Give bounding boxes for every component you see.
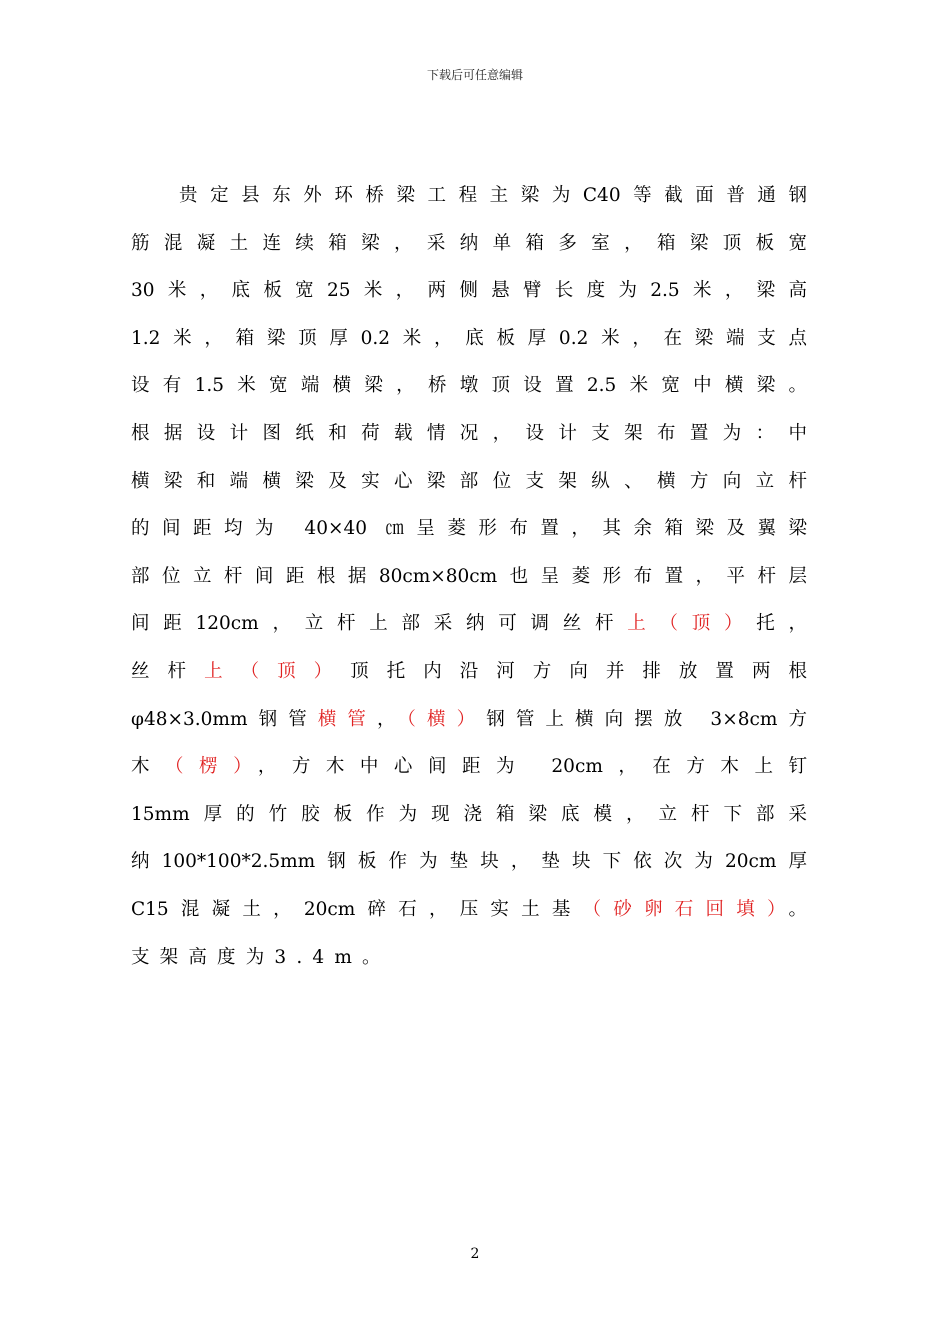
- text-segment: 15mm厚的竹胶板作为现浇箱梁底模，立杆下部采: [131, 803, 807, 825]
- text-segment: 纳100*100*2.5mm钢板作为垫块，垫块下依次为20cm厚: [131, 851, 807, 873]
- text-line: [131, 696, 807, 744]
- text-line: [131, 743, 807, 791]
- text-segment: 筋混凝土连续箱梁，采纳单箱多室，箱梁顶板宽: [131, 232, 807, 254]
- text-line: [131, 315, 807, 363]
- text-segment: 托，: [756, 613, 807, 635]
- text-segment: 1.2米，箱梁顶厚0.2米，底板厚0.2米，在梁端支点: [131, 327, 807, 349]
- text-line: [131, 362, 807, 410]
- text-segment: 设有1.5米宽端横梁，桥墩顶设置2.5米宽中横梁。: [131, 375, 807, 397]
- text-segment: 丝杆: [131, 660, 205, 682]
- text-line: [131, 505, 807, 553]
- page-header: 下载后可任意编辑: [426, 68, 523, 82]
- text-line: [131, 648, 807, 696]
- text-segment: 支架高度为3.4m。: [131, 946, 391, 968]
- text-segment: ，方木中心间距为 20cm，在方木上钉: [257, 756, 807, 778]
- text-segment: 根据设计图纸和荷载情况，设计支架布置为：中: [131, 422, 807, 444]
- text-segment: 30米，底板宽25米，两侧悬臂长度为2.5米，梁高: [131, 280, 807, 302]
- text-segment: 贵定县东外环桥梁工程主梁为C40等截面普通钢: [179, 185, 807, 206]
- text-segment: 部位立杆间距根据80cm×80cm也呈菱形布置，平杆层: [131, 565, 807, 587]
- text-segment: 。: [788, 898, 807, 920]
- text-line: [131, 410, 807, 458]
- text-line: [131, 458, 807, 506]
- text-line: [131, 267, 807, 315]
- text-line: [131, 553, 807, 601]
- text-line: [131, 886, 807, 934]
- text-line: [131, 934, 807, 982]
- text-segment: 横梁和端横梁及实心梁部位支架纵、横方向立杆: [131, 470, 807, 492]
- text-segment: C15混凝土，20cm碎石，压实土基: [131, 898, 583, 920]
- text-segment: 钢管上横向摆放 3×8cm方: [486, 708, 807, 730]
- text-segment: 的间距均为 40×40 ㎝呈菱形布置，其余箱梁及翼梁: [131, 518, 807, 540]
- page-number: 2: [470, 1246, 480, 1262]
- text-line: [131, 220, 807, 268]
- text-line: [131, 172, 807, 220]
- text-segment: 顶托内沿河方向并排放置两根: [350, 660, 807, 682]
- red-annotation-text: 横管: [317, 708, 378, 730]
- text-segment: ，: [377, 708, 407, 730]
- text-line: [131, 838, 807, 886]
- text-line: [131, 600, 807, 648]
- text-segment: 木: [131, 756, 166, 778]
- red-annotation-text: （楞）: [165, 756, 258, 778]
- text-segment: φ48×3.0mm钢管: [131, 708, 318, 730]
- red-annotation-text: （砂卵石回填）: [582, 898, 789, 920]
- body-paragraph: [131, 172, 807, 981]
- text-segment: 间距120cm，立杆上部采纳可调丝杆: [131, 613, 628, 635]
- red-annotation-text: （横）: [406, 708, 487, 730]
- red-annotation-text: 上（顶）: [627, 613, 757, 635]
- red-annotation-text: 上（顶）: [204, 660, 351, 682]
- text-line: [131, 791, 807, 839]
